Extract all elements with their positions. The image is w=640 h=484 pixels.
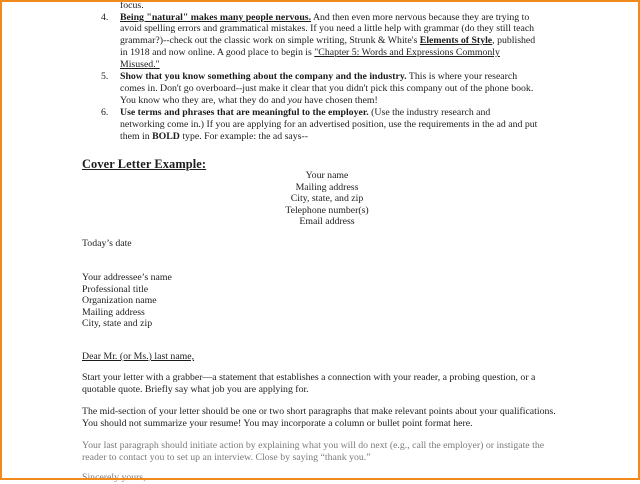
closing-line: Sincerely yours, (82, 472, 146, 483)
tip-item-4: 4. Being "natural" makes many people nervous. And then even more nervous because they are trying to avoid spelling errors and grammatical mistakes. If you need a little help with grammar (do they still teach grammar?)--check out the classic work on simple writing, Strunk & White's Elements of Style, published in 1918 and now online. A good place to begin is "Chapter 5: Words and Expressions Commonly Misused." (101, 11, 536, 70)
sender-email: Email address (299, 216, 355, 228)
addressee-organization: Organization name (82, 295, 157, 307)
tip-fragment: focus. (120, 0, 144, 11)
tip-number: 4. (101, 11, 109, 23)
addressee-block (82, 272, 582, 330)
addressee-name: Your addressee’s name (82, 272, 172, 283)
sender-city-state-zip: City, state, and zip (290, 193, 364, 205)
sender-name: Your name (305, 170, 349, 181)
paragraph-closing: Your last paragraph should initiate action by explaining what you will do next (e.g., call the employer) or instigate the reader to contact you to set up an interview. Close by saying “thank you.” (82, 440, 545, 463)
tip-lead: Use terms and phrases that are meaningful to the employer. (120, 107, 369, 119)
addressee-city-state-zip: City, state and zip (82, 318, 153, 330)
addressee-title: Professional title (82, 283, 149, 295)
sender-telephone: Telephone number(s) (285, 204, 369, 216)
tip-item-5: 5. Show that you know something about the company and the industry. This is where your research comes in. Don't go overboard--just make it clear that you didn't pick this company out of the phone book. You know who they are, what they do and you have chosen them! (101, 71, 534, 106)
tip-lead: Being "natural" makes many people nervous. (120, 11, 312, 23)
tip-lead: Show that you know something about the company and the industry. (120, 71, 407, 83)
date-line: Today’s date (82, 238, 132, 249)
salutation: Dear Mr. (or Ms.) last name, (82, 351, 195, 362)
tip-number: 5. (101, 71, 109, 83)
example-heading: Cover Letter Example: (82, 157, 207, 171)
sender-address-block (0, 170, 640, 228)
tip-number: 6. (101, 107, 109, 119)
tip-item-6: 6. Use terms and phrases that are meaningful to the employer. (Use the industry research and networking come in.) If you are applying for an advertised position, use the requirements in the ad and put them in BOLD type. For example: the ad says-- (101, 107, 538, 142)
chapter-5-link[interactable]: "Chapter 5: Words and Expressions Commonly (314, 46, 500, 58)
paragraph-middle: The mid-section of your letter should be one or two short paragraphs that make relevant points about your qualifications. You should not summarize your resume! You may incorporate a column or bullet point format here. (82, 406, 556, 429)
chapter-5-link-continued[interactable]: Misused." (120, 58, 160, 70)
elements-of-style-link[interactable]: Elements of Style (419, 35, 493, 47)
sender-mailing-address: Mailing address (295, 181, 359, 193)
tips-list (101, 0, 571, 143)
paragraph-opening: Start your letter with a grabber—a statement that establishes a connection with your reader, a probing question, or a quotable quote. Briefly say what job you are applying for. (82, 372, 536, 395)
addressee-mailing-address: Mailing address (82, 306, 145, 318)
